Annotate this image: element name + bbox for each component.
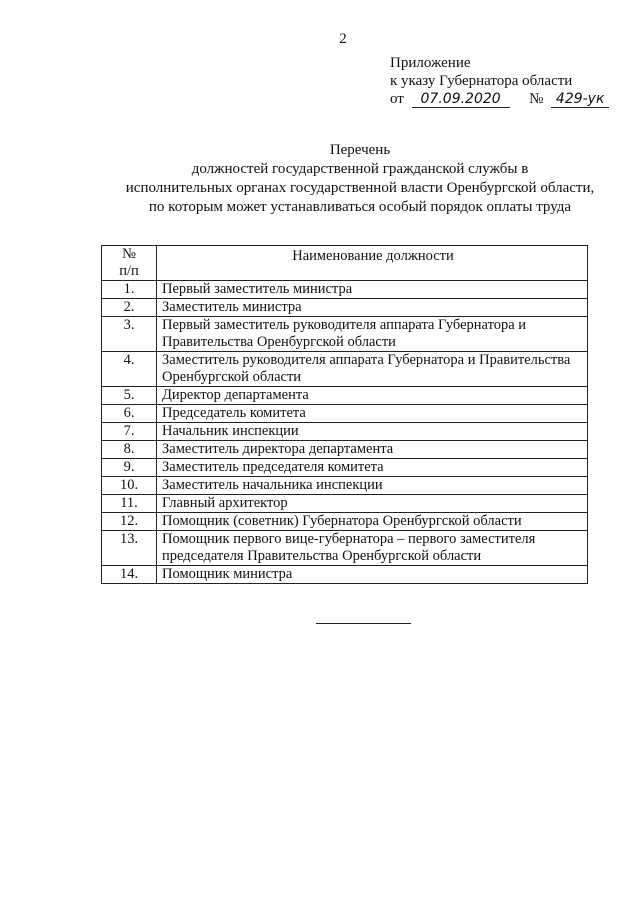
document-title xyxy=(100,141,620,217)
row-number: 2. xyxy=(102,299,157,317)
number-prefix: № xyxy=(529,91,544,107)
table-row xyxy=(102,513,588,531)
table-row xyxy=(102,531,588,566)
table-row xyxy=(102,299,588,317)
row-number: 7. xyxy=(102,423,157,441)
row-number: 5. xyxy=(102,387,157,405)
header-number-abbr: п/п xyxy=(119,263,139,279)
row-number: 1. xyxy=(102,281,157,299)
date-prefix: от xyxy=(390,91,404,107)
table-row xyxy=(102,566,588,584)
appendix-date-number-line xyxy=(390,90,609,108)
title-line-3: по которым может устанавливаться особый порядок оплаты труда xyxy=(148,199,572,215)
row-position-name: Помощник министра xyxy=(157,566,588,584)
table-row xyxy=(102,317,588,352)
table-row xyxy=(102,352,588,387)
row-position-name: Первый заместитель министра xyxy=(157,281,588,299)
page-number: 2 xyxy=(339,31,347,47)
positions-table xyxy=(101,245,588,584)
header-position-name: Наименование должности xyxy=(157,246,588,281)
title-line-1: должностей государственной гражданской службы в xyxy=(191,161,529,177)
row-number: 14. xyxy=(102,566,157,584)
row-position-name: Заместитель министра xyxy=(157,299,588,317)
row-position-name: Первый заместитель руководителя аппарата Губернатора и Правительства Оренбургской области xyxy=(157,317,588,352)
row-number: 12. xyxy=(102,513,157,531)
row-number: 10. xyxy=(102,477,157,495)
handwritten-number: 429-ук xyxy=(551,91,609,108)
handwritten-date: 07.09.2020 xyxy=(412,91,510,108)
row-position-name: Директор департамента xyxy=(157,387,588,405)
row-number: 6. xyxy=(102,405,157,423)
row-position-name: Начальник инспекции xyxy=(157,423,588,441)
table-body xyxy=(102,281,588,584)
appendix-decree: к указу Губернатора области xyxy=(390,73,573,89)
table-row xyxy=(102,441,588,459)
table-row xyxy=(102,459,588,477)
row-position-name: Заместитель руководителя аппарата Губернатора и Правительства Оренбургской области xyxy=(157,352,588,387)
row-number: 9. xyxy=(102,459,157,477)
row-number: 3. xyxy=(102,317,157,352)
end-rule xyxy=(316,623,411,624)
row-position-name: Помощник первого вице-губернатора – первого заместителя председателя Правительства Оренбургской области xyxy=(157,531,588,566)
table-row xyxy=(102,495,588,513)
row-position-name: Главный архитектор xyxy=(157,495,588,513)
table-row xyxy=(102,405,588,423)
row-number: 13. xyxy=(102,531,157,566)
row-position-name: Заместитель директора департамента xyxy=(157,441,588,459)
header-number-symbol: № xyxy=(122,246,136,262)
table-header-row xyxy=(102,246,588,281)
table-row xyxy=(102,477,588,495)
row-position-name: Председатель комитета xyxy=(157,405,588,423)
row-position-name: Заместитель начальника инспекции xyxy=(157,477,588,495)
title-line-2: исполнительных органах государственной власти Оренбургской области, xyxy=(125,180,595,196)
table-row xyxy=(102,387,588,405)
header-number xyxy=(102,246,157,281)
row-position-name: Помощник (советник) Губернатора Оренбургской области xyxy=(157,513,588,531)
table-row xyxy=(102,423,588,441)
appendix-label: Приложение xyxy=(390,55,471,71)
appendix-block xyxy=(390,54,609,108)
row-number: 8. xyxy=(102,441,157,459)
title-heading: Перечень xyxy=(329,142,391,158)
table-row xyxy=(102,281,588,299)
row-position-name: Заместитель председателя комитета xyxy=(157,459,588,477)
row-number: 4. xyxy=(102,352,157,387)
row-number: 11. xyxy=(102,495,157,513)
